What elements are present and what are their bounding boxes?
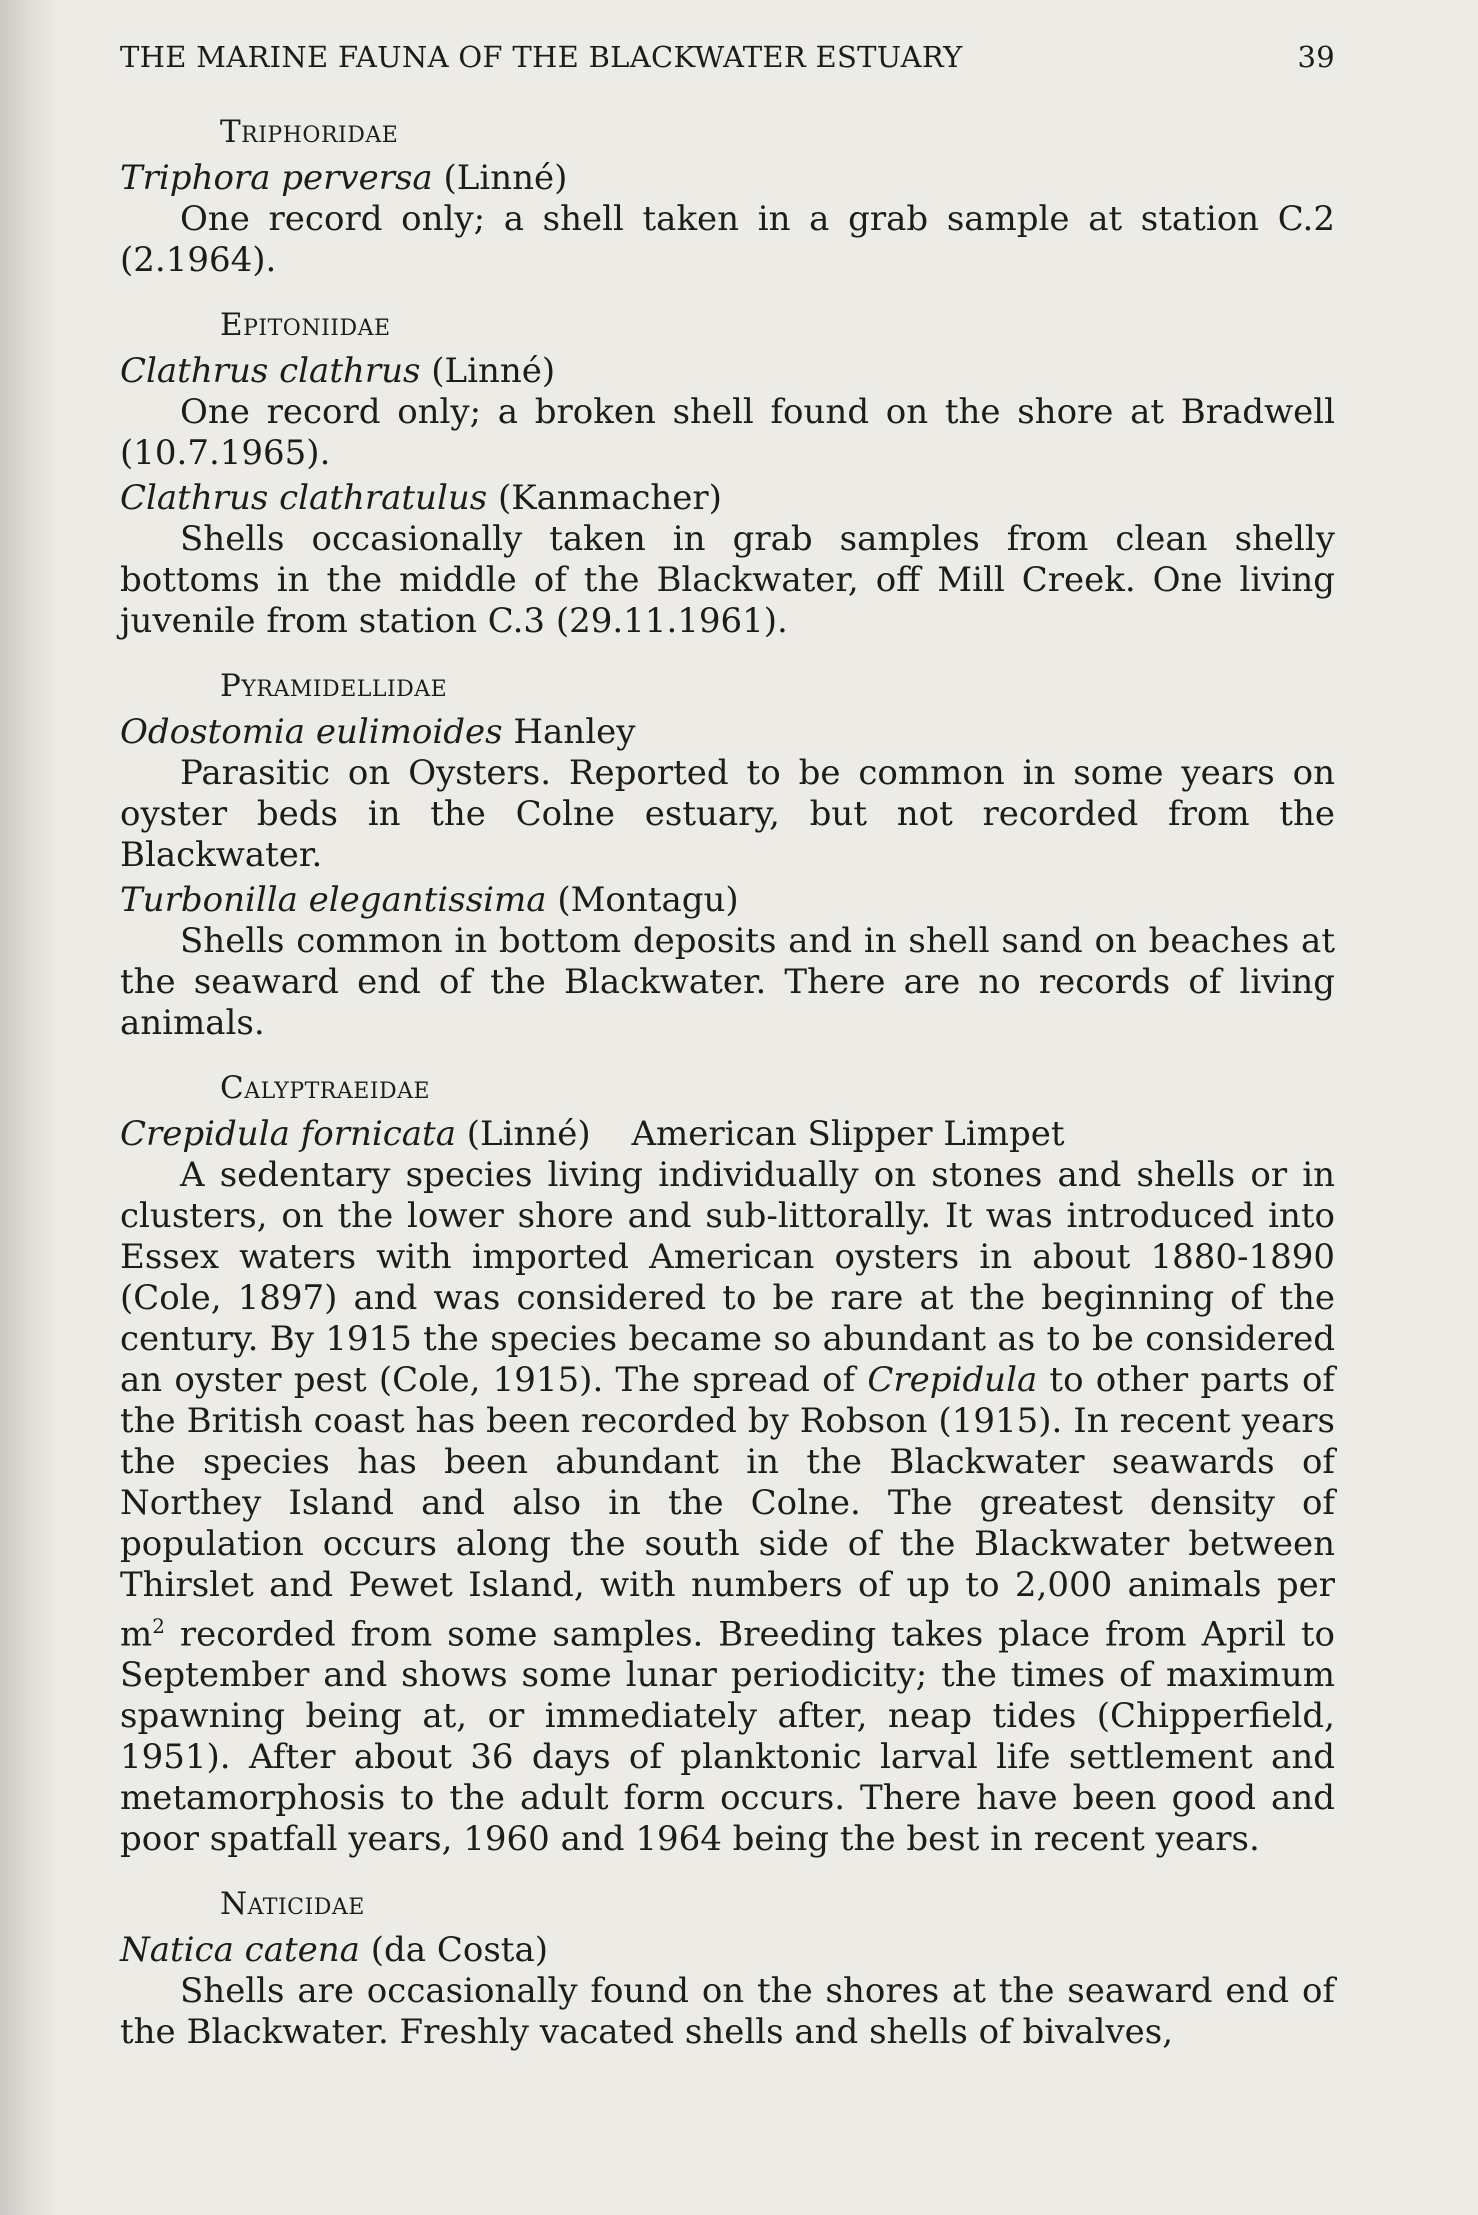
species-authority: (Linné) [466,1114,591,1154]
species-description [120,1155,1335,1860]
species-heading [120,1930,1335,1971]
description-part: recorded from some samples. Breeding takes place from April to September and shows some lunar periodicity; the times of maximum spawning being at, or immediately after, neap tides (Chipperfield, 1951). After about 36 days of planktonic larval life settlement and metamorphosis to the adult form occurs. There have been good and poor spatfall years, 1960 and 1964 being the best in recent years. [120,1614,1335,1860]
species-description: Shells common in bottom deposits and in shell sand on beaches at the seaward end of the Blackwater. There are no records of living animals. [120,921,1335,1043]
family-heading-naticidae: Naticidae [220,1886,365,1923]
running-head [120,40,1335,74]
species-description: Parasitic on Oysters. Reported to be common in some years on oyster beds in the Colne estuary, but not recorded from the Blackwater. [120,753,1335,875]
species-name: Turbonilla elegantissima [120,880,547,920]
species-heading [120,880,1335,921]
species-description: Shells are occasionally found on the shores at the seaward end of the Blackwater. Freshly vacated shells and shells of bivalves, [120,1971,1335,2053]
species-name: Clathrus clathratulus [120,478,488,518]
species-heading [120,712,1335,753]
species-heading [120,478,1335,519]
species-name: Crepidula fornicata [120,1114,456,1154]
book-spine-shadow [0,0,60,2215]
species-heading [120,1114,1335,1155]
species-authority: (da Costa) [370,1930,549,1971]
species-authority: (Kanmacher) [498,478,722,518]
common-name: American Slipper Limpet [631,1114,1065,1154]
description-part: to other parts of the British coast has been recorded by Robson (1915). In recent years the species has been abundant in the Blackwater seawards of Northey Island and also in the Colne. The greatest density of population occurs along the south side of the Blackwater between Thirslet and Pewet Island, with numbers of up to 2,000 animals per m [120,1360,1335,1655]
species-name: Clathrus clathrus [120,351,421,391]
species-description: One record only; a shell taken in a grab sample at station C.2 (2.1964). [120,199,1335,280]
species-name: Natica catena [120,1930,360,1971]
running-title: THE MARINE FAUNA OF THE BLACKWATER ESTUARY [120,40,963,74]
page-number: 39 [1297,40,1335,74]
species-description: One record only; a broken shell found on the shore at Bradwell (10.7.1965). [120,392,1335,473]
species-authority: Hanley [513,712,636,752]
species-authority: (Linné) [431,351,556,391]
family-heading-calyptraeidae: Calyptraeidae [220,1070,431,1106]
species-authority: (Linné) [443,158,568,198]
family-heading-triphoridae: Triphoridae [220,114,399,150]
page-content [120,40,1335,2055]
species-heading [120,158,1335,199]
species-authority: (Montagu) [557,880,739,920]
species-description: Shells occasionally taken in grab samples from clean shelly bottoms in the middle of the Blackwater, off Mill Creek. One living juvenile from station C.3 (29.11.1961). [120,519,1335,641]
family-heading-pyramidellidae: Pyramidellidae [220,668,448,704]
genus-mention: Crepidula [867,1360,1038,1400]
family-heading-epitoniidae: Epitoniidae [220,307,391,343]
species-name: Triphora perversa [120,158,433,198]
species-heading [120,351,1335,392]
description-part: A sedentary species living individually on stones and shells or in clusters, on the lower shore and sub-littorally. It was introduced into Essex waters with imported American oysters in about 1880-1890 (Cole, 1897) and was considered to be rare at the beginning of the century. By 1915 the species became so abundant as to be considered an oyster pest (Cole, 1915). The spread of [120,1155,1335,1400]
superscript: 2 [152,1614,165,1638]
species-name: Odostomia eulimoides [120,712,503,752]
